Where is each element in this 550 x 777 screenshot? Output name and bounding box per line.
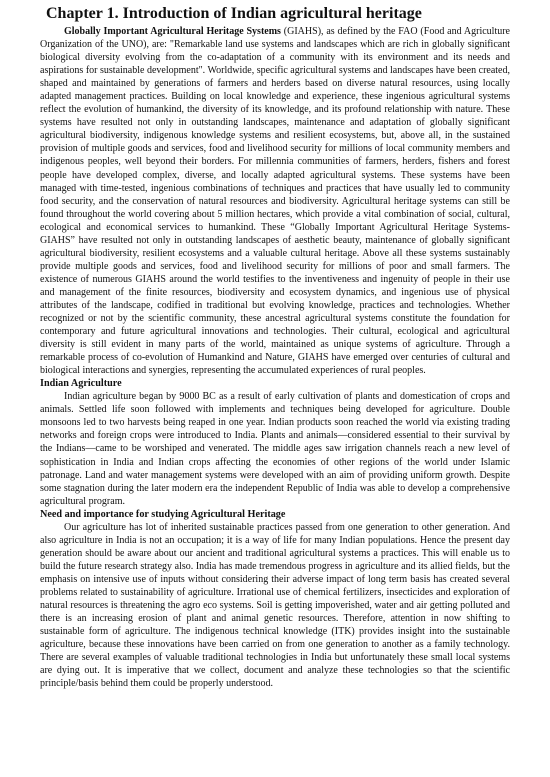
intro-paragraph [40, 25, 510, 377]
intro-body-text: (GIAHS), as defined by the FAO (Food and Agriculture Organization of the UNO), are: "Remarkable land use systems and landscapes which are rich in globally significant biological diversity evolving from the co-adaptation of a community with its environment and its needs and aspirations for sustainable development". Worldwide, specific agricultural systems and landscapes have been created, shaped and maintained by generations of farmers and herders based on diverse natural resources, using locally adapted management practices. Building on local knowledge and experience, these ingenious agricultural systems reflect the evolution of humankind, the diversity of its knowledge, and its profound relationship with nature. These systems have resulted not only in outstanding landscapes, maintenance and adaptation of globally significant agricultural biodiversity, indigenous knowledge systems and resilient ecosystems, but, above all, in the sustained provision of multiple goods and services, food and livelihood security for millions of local community members and indigenous peoples, well beyond their borders. For millennia communities of farmers, herders, fishers and forest people have developed complex, diverse, and locally adapted agricultural systems. These systems have been managed with time-tested, ingenious combinations of techniques and practices that have usually led to community food security, and the conservation of natural resources and biodiversity. Agricultural heritage systems can still be found throughout the world covering about 5 million hectares, which provide a vital combination of social, cultural, ecological and economical services to humankind. These “Globally Important Agricultural Heritage Systems-GIAHS” have resulted not only in outstanding landscapes of aesthetic beauty, maintenance of globally significant agricultural biodiversity, resilient ecosystems and a valuable cultural heritage. Above all these systems sustainably provide multiple goods and services, food and livelihood security for millions of poor and small farmers. The existence of numerous GIAHS around the world testifies to the inventiveness and ingenuity of people in their use and management of the finite resources, biodiversity and ecosystem dynamics, and ingenious use of physical attributes of the landscape, codified in traditional but evolving knowledge, practices and technologies. Whether recognized or not by the scientific community, these ancestral agricultural systems constitute the foundation for contemporary and future agricultural innovations and technologies. Their cultural, ecological and agricultural diversity is still evident in many parts of the world, maintained as unique systems of agriculture. Through a remarkable process of co-evolution of Humankind and Nature, GIAHS have emerged over centuries of cultural and biological interactions and synergies, representing the accumulated experiences of rural peoples. [40, 26, 510, 377]
need-importance-paragraph: Our agriculture has lot of inherited sustainable practices passed from one generation to other generation. And also agriculture in India is not an occupation; it is a way of life for many Indian populations. Hence the present day generation should be aware about our ancient and traditional agricultural systems a practices. This will enable us to build the future research strategy also. India has made tremendous progress in agriculture and its allied fields, but the emphasis on intensive use of inputs without considering their adverse impact of long term basis has created several problems related to sustainability of agriculture. Irrational use of chemical fertilizers, insecticides and exploration of natural resources is threatening the agro eco systems. Soil is getting impoverished, water and air getting polluted and there is an increasing erosion of plant and animal genetic resources. Therefore, attention in now shifting to sustainable form of agriculture. The indigenous technical knowledge (ITK) provides insight into the sustainable agriculture, because these innovations have been carried on from one generation to another as a family technology. There are several examples of valuable traditional technologies in India but unfortunately these small local systems are dying out. It is imperative that we collect, document and analyze these technologies so that the scientific principle/basis behind them could be properly understood. [40, 521, 510, 690]
section-heading-indian-agriculture: Indian Agriculture [40, 378, 122, 390]
indian-agriculture-paragraph: Indian agriculture began by 9000 BC as a result of early cultivation of plants and domestication of crops and animals. Settled life soon followed with implements and techniques being developed for agriculture. Double monsoons led to two harvests being reaped in one year. Indian products soon reached the world via existing trading networks and foreign crops were introduced to India. Plants and animals—considered essential to their survival by the Indians—came to be worshiped and venerated. The middle ages saw irrigation channels reach a new level of sophistication in India and Indian crops affecting the economies of other regions of the world under Islamic patronage. Land and water management systems were developed with an aim of providing uniform growth. Despite some stagnation during the later modern era the independent Republic of India was able to develop a comprehensive agricultural program. [40, 391, 510, 507]
chapter-title: Chapter 1. Introduction of Indian agricultural heritage [46, 5, 422, 22]
intro-lead-term: Globally Important Agricultural Heritage Systems [64, 26, 281, 37]
section-heading-need-importance: Need and importance for studying Agricultural Heritage [40, 508, 286, 520]
